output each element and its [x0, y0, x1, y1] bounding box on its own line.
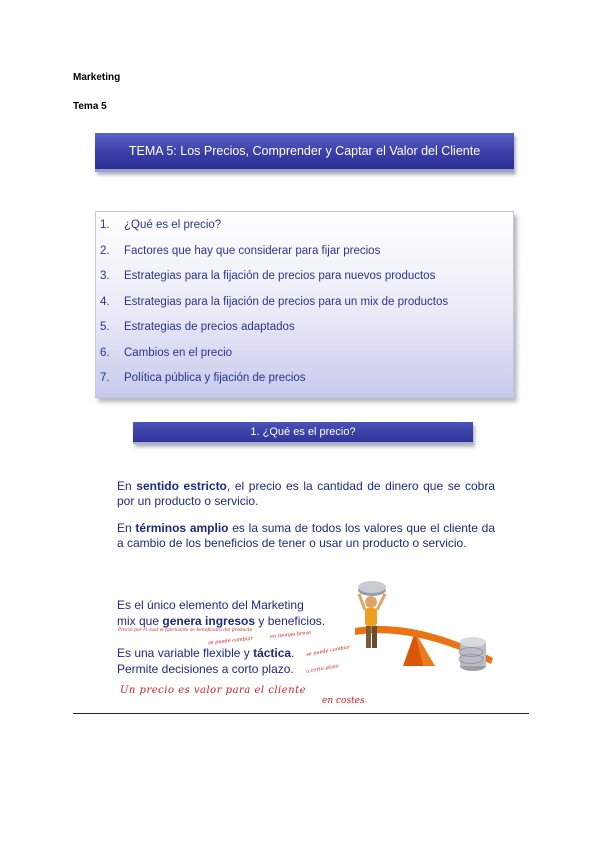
handwritten-note: Precio por el cual el fabricante se beneficiará del producto [118, 628, 253, 633]
text-run: , el precio es la cantidad de dinero que se cobra por un producto o servicio. [117, 479, 496, 508]
definition-strict [117, 479, 495, 508]
table-of-contents [95, 211, 514, 398]
text-run: En [117, 521, 136, 535]
toc-number: 4. [100, 295, 110, 308]
seesaw-coins-illustration [345, 580, 500, 690]
handwritten-note: Un precio es valor para el cliente [120, 685, 307, 696]
toc-text: Factores que hay que considerar para fijar precios [124, 244, 381, 257]
person-head [365, 596, 377, 608]
toc-number: 5. [100, 321, 110, 333]
text-run: Es una variable flexible y [117, 646, 254, 660]
bold-term: táctica [253, 646, 292, 660]
handwritten-note: se puede cambiar [305, 644, 352, 658]
text-run: . [291, 646, 295, 660]
toc-number: 1. [100, 219, 110, 231]
handwritten-note: en tiempo breve [269, 629, 312, 641]
text-run: mix que [117, 614, 163, 628]
text-run: En [117, 479, 137, 493]
toc-number: 2. [100, 244, 110, 257]
bold-term: genera ingresos [162, 614, 256, 628]
title-banner: TEMA 5: Los Precios, Comprender y Captar el Valor del Cliente [95, 133, 514, 172]
toc-number: 7. [100, 372, 110, 384]
bullet-line [117, 614, 325, 628]
subject-heading: Marketing [73, 72, 121, 83]
person-body [365, 608, 377, 626]
toc-text: Política pública y fijación de precios [124, 372, 306, 384]
bullet-line: Permite decisiones a corto plazo. [117, 662, 294, 676]
bold-term: sentido estricto [136, 479, 227, 493]
section-banner: 1. ¿Qué es el precio? [133, 422, 473, 444]
text-run: y beneficios. [255, 614, 326, 628]
bullet-line [117, 646, 294, 660]
text-run: es la suma de todos los valores que el cliente da a cambio de los beneficios de tener o usar un producto o servicio. [117, 521, 496, 550]
page-divider [73, 713, 529, 714]
toc-text: Estrategias para la fijación de precios para un mix de productos [124, 295, 449, 308]
handwritten-note: a corto plazo [305, 663, 340, 675]
toc-text: Estrategias para la fijación de precios para nuevos productos [124, 270, 436, 282]
toc-number: 3. [100, 270, 110, 282]
definition-broad [117, 521, 495, 550]
bold-term: términos amplio [135, 521, 229, 535]
topic-heading: Tema 5 [73, 101, 107, 112]
bullet-line: Es el único elemento del Marketing [117, 598, 304, 612]
handwritten-note: en costes [322, 696, 365, 706]
toc-number: 6. [100, 346, 110, 359]
toc-text: Cambios en el precio [124, 346, 233, 359]
handwritten-note: se puede cambiar [207, 635, 254, 647]
toc-text: Estrategias de precios adaptados [124, 321, 295, 333]
toc-text: ¿Qué es el precio? [124, 219, 222, 231]
